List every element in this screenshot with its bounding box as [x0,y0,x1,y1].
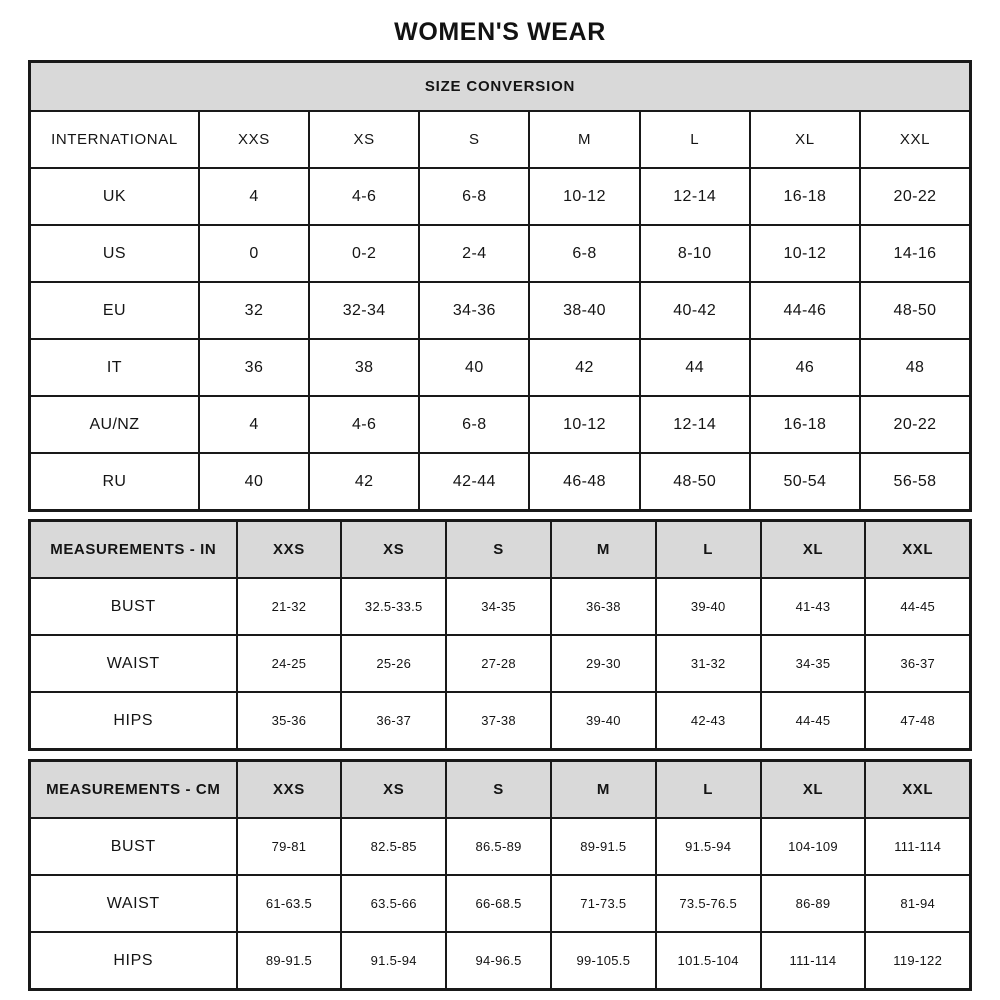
measure-cell: 91.5-94 [656,818,761,875]
row-label-international: INTERNATIONAL [30,111,199,168]
measure-cell: 35-36 [237,692,342,750]
measure-cell: 71-73.5 [551,875,656,932]
table-row-aunz [30,396,971,453]
size-cell: 40 [419,339,529,396]
row-label-bust: BUST [30,818,237,875]
measure-cell: 34-35 [761,635,866,692]
size-cell: 10-12 [529,168,639,225]
table-row-bust-in [30,578,971,635]
measure-cell: 94-96.5 [446,932,551,990]
measure-cell: 42-43 [656,692,761,750]
measure-cell: 63.5-66 [341,875,446,932]
measure-cell: 25-26 [341,635,446,692]
size-cell: 50-54 [750,453,860,511]
size-cell: 12-14 [640,168,750,225]
page-title: WOMEN'S WEAR [394,18,606,46]
row-label-us: US [30,225,199,282]
table-row-hips-cm [30,932,971,990]
measure-cell: 111-114 [865,818,970,875]
table-row-eu [30,282,971,339]
measure-cell: 29-30 [551,635,656,692]
size-cell: 46-48 [529,453,639,511]
measure-cell: 119-122 [865,932,970,990]
size-cell: 42 [309,453,419,511]
col-header-xxl: XXL [865,521,970,579]
table-row-hips-in [30,692,971,750]
table-row-bust-cm [30,818,971,875]
size-cell: 38 [309,339,419,396]
table-row-uk [30,168,971,225]
size-cell: 4-6 [309,168,419,225]
size-cell: 48 [860,339,971,396]
measure-cell: 24-25 [237,635,342,692]
measure-cell: 73.5-76.5 [656,875,761,932]
col-header-xxs: XXS [199,111,309,168]
measure-cell: 21-32 [237,578,342,635]
measure-cell: 89-91.5 [551,818,656,875]
size-cell: 48-50 [640,453,750,511]
col-header-xs: XS [309,111,419,168]
measure-cell: 41-43 [761,578,866,635]
size-cell: 56-58 [860,453,971,511]
size-cell: 2-4 [419,225,529,282]
measure-cell: 86.5-89 [446,818,551,875]
size-cell: 40 [199,453,309,511]
table-row-waist-cm [30,875,971,932]
size-cell: 12-14 [640,396,750,453]
col-header-m: M [551,761,656,819]
size-cell: 10-12 [529,396,639,453]
size-cell: 46 [750,339,860,396]
table-row-it [30,339,971,396]
measure-cell: 82.5-85 [341,818,446,875]
col-header-xxs: XXS [237,521,342,579]
col-header-s: S [446,761,551,819]
col-header-l: L [656,761,761,819]
size-cell: 44 [640,339,750,396]
measure-cell: 32.5-33.5 [341,578,446,635]
row-label-waist: WAIST [30,875,237,932]
measure-cell: 101.5-104 [656,932,761,990]
row-label-eu: EU [30,282,199,339]
col-header-m: M [551,521,656,579]
measure-cell: 34-35 [446,578,551,635]
size-cell: 20-22 [860,396,971,453]
measure-cell: 91.5-94 [341,932,446,990]
measure-cell: 36-38 [551,578,656,635]
size-conversion-table [28,60,972,512]
measure-cell: 86-89 [761,875,866,932]
col-header-s: S [446,521,551,579]
size-cell: 6-8 [419,168,529,225]
size-cell: 16-18 [750,168,860,225]
measure-cell: 39-40 [551,692,656,750]
col-header-xl: XL [750,111,860,168]
row-label-ru: RU [30,453,199,511]
row-label-hips: HIPS [30,692,237,750]
measure-cell: 47-48 [865,692,970,750]
measure-cell: 44-45 [865,578,970,635]
measure-cell: 44-45 [761,692,866,750]
measurements-cm-header-row [30,761,971,819]
size-cell: 36 [199,339,309,396]
measure-cell: 81-94 [865,875,970,932]
col-header-l: L [640,111,750,168]
table-row-ru [30,453,971,511]
size-cell: 34-36 [419,282,529,339]
size-cell: 4 [199,396,309,453]
size-cell: 6-8 [419,396,529,453]
size-cell: 10-12 [750,225,860,282]
measure-cell: 99-105.5 [551,932,656,990]
col-header-xs: XS [341,761,446,819]
col-header-s: S [419,111,529,168]
size-cell: 4 [199,168,309,225]
measure-cell: 79-81 [237,818,342,875]
size-cell: 4-6 [309,396,419,453]
measure-cell: 36-37 [865,635,970,692]
measure-cell: 37-38 [446,692,551,750]
measurements-cm-title: MEASUREMENTS - CM [30,761,237,819]
col-header-xl: XL [761,521,866,579]
row-label-uk: UK [30,168,199,225]
size-cell: 6-8 [529,225,639,282]
size-cell: 32 [199,282,309,339]
col-header-xs: XS [341,521,446,579]
col-header-xxl: XXL [865,761,970,819]
size-cell: 20-22 [860,168,971,225]
col-header-xxl: XXL [860,111,971,168]
measure-cell: 27-28 [446,635,551,692]
col-header-l: L [656,521,761,579]
row-label-bust: BUST [30,578,237,635]
measurements-in-title: MEASUREMENTS - IN [30,521,237,579]
table-row-us [30,225,971,282]
size-conversion-title: SIZE CONVERSION [30,62,971,112]
measure-cell: 36-37 [341,692,446,750]
size-cell: 14-16 [860,225,971,282]
measure-cell: 104-109 [761,818,866,875]
row-label-waist: WAIST [30,635,237,692]
measurements-in-header-row [30,521,971,579]
row-label-it: IT [30,339,199,396]
measurements-cm-table [28,759,972,991]
row-label-hips: HIPS [30,932,237,990]
size-cell: 32-34 [309,282,419,339]
size-cell: 0-2 [309,225,419,282]
size-cell: 16-18 [750,396,860,453]
size-cell: 40-42 [640,282,750,339]
measure-cell: 61-63.5 [237,875,342,932]
measure-cell: 111-114 [761,932,866,990]
size-cell: 42 [529,339,639,396]
size-cell: 44-46 [750,282,860,339]
size-cell: 48-50 [860,282,971,339]
size-cell: 8-10 [640,225,750,282]
size-cell: 38-40 [529,282,639,339]
measure-cell: 31-32 [656,635,761,692]
col-header-xxs: XXS [237,761,342,819]
size-conversion-title-row [30,62,971,112]
col-header-m: M [529,111,639,168]
col-header-xl: XL [761,761,866,819]
table-row-waist-in [30,635,971,692]
measurements-in-table [28,519,972,751]
size-cell: 0 [199,225,309,282]
measure-cell: 66-68.5 [446,875,551,932]
size-cell: 42-44 [419,453,529,511]
measure-cell: 89-91.5 [237,932,342,990]
row-label-aunz: AU/NZ [30,396,199,453]
size-conversion-header-row [30,111,971,168]
measure-cell: 39-40 [656,578,761,635]
